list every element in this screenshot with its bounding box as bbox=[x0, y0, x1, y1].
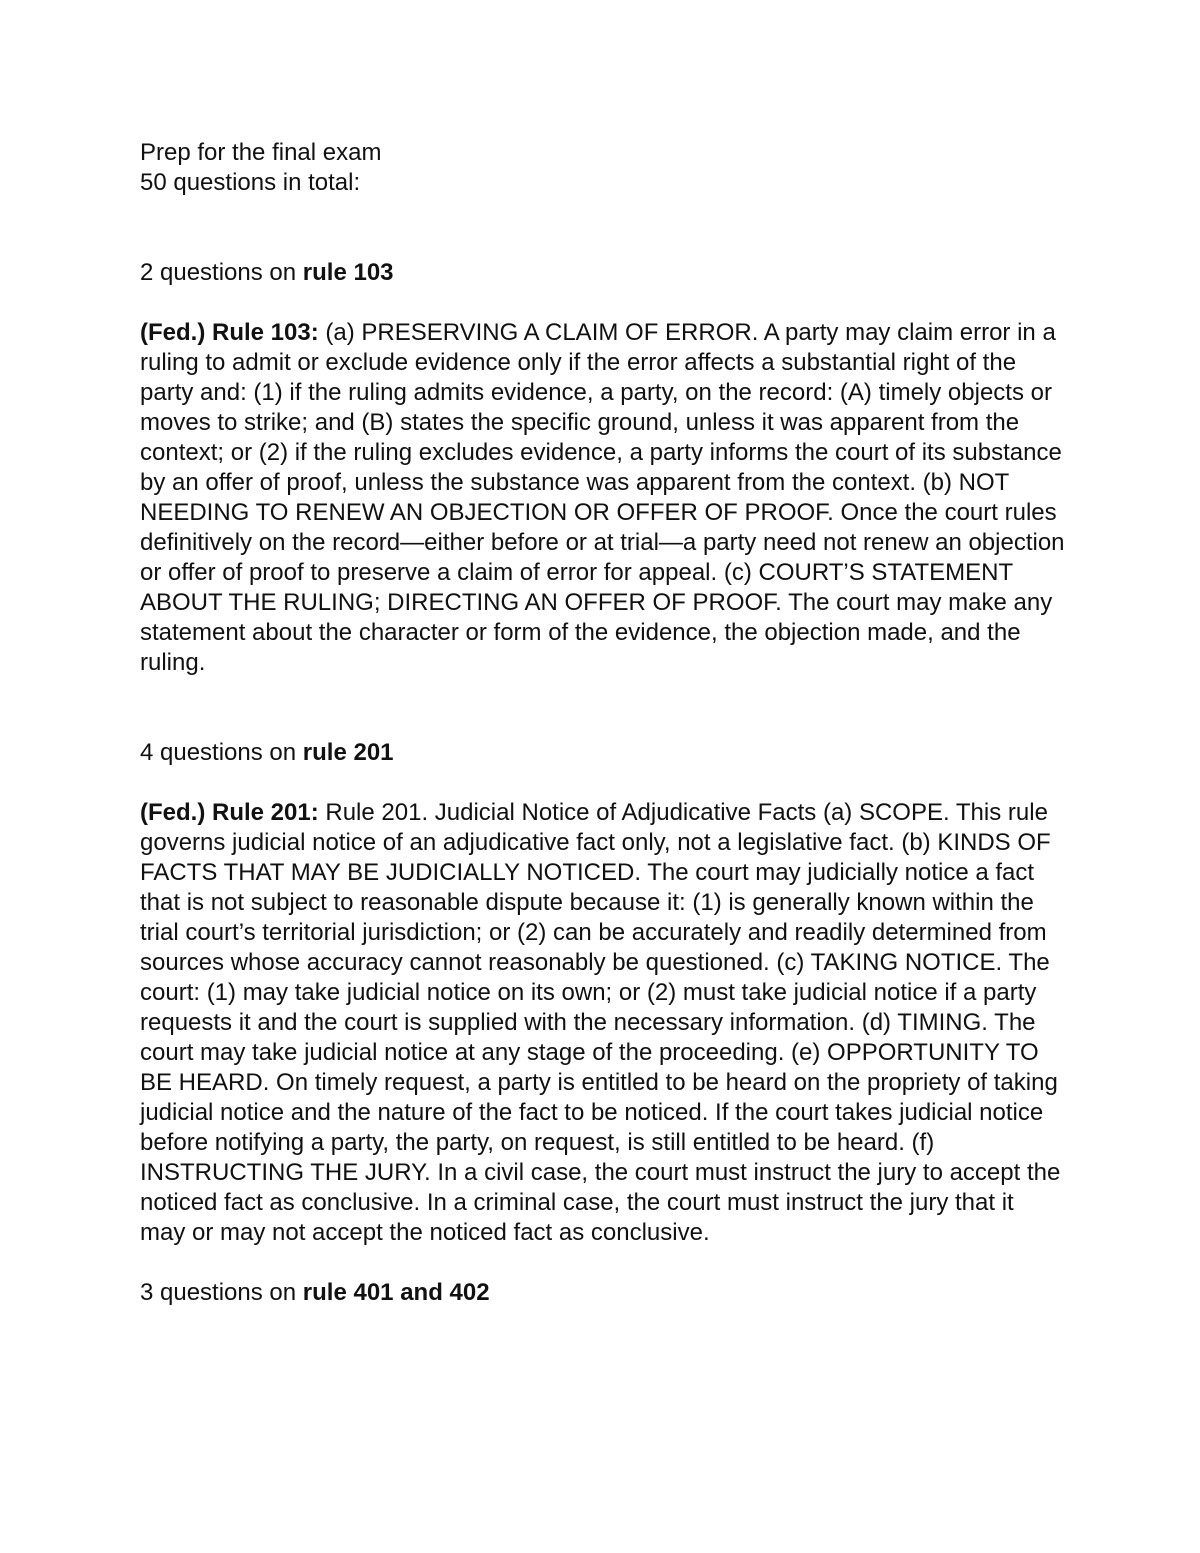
spacer bbox=[140, 288, 1065, 318]
rule-201-text bbox=[140, 798, 1065, 1248]
section-heading-rule-401-402 bbox=[140, 1278, 1065, 1308]
section-count-text: 2 questions on bbox=[140, 259, 303, 286]
document-title: Prep for the final exam bbox=[140, 139, 382, 166]
rule-103-body: (a) PRESERVING A CLAIM OF ERROR. A party may claim error in a ruling to admit or exclude evidence only if the error affects a substantial right of the party and: (1) if the ruling admits evidence, a party, on the record: (A) timely objects or moves to strike; and (B) states the specific ground, unless it was apparent from the context; or (2) if the ruling excludes evidence, a party informs the court of its substance by an offer of proof, unless the substance was apparent from the context. (b) NOT NEEDING TO RENEW AN OBJECTION OR OFFER OF PROOF. Once the court rules definitively on the record—either before or at trial—a party need not renew an objection or offer of proof to preserve a claim of error for appeal. (c) COURT’S STATEMENT ABOUT THE RULING; DIRECTING AN OFFER OF PROOF. The court may make any statement about the character or form of the evidence, the objection made, and the ruling. bbox=[140, 319, 1065, 676]
section-heading-rule-201 bbox=[140, 738, 1065, 768]
rule-201-body: Rule 201. Judicial Notice of Adjudicative Facts (a) SCOPE. This rule governs judicial notice of an adjudicative fact only, not a legislative fact. (b) KINDS OF FACTS THAT MAY BE JUDICIALLY NOTICED. The court may judicially notice a fact that is not subject to reasonable dispute because it: (1) is generally known within the trial court’s territorial jurisdiction; or (2) can be accurately and readily determined from sources whose accuracy cannot reasonably be questioned. (c) TAKING NOTICE. The court: (1) may take judicial notice on its own; or (2) must take judicial notice if a party requests it and the court is supplied with the necessary information. (d) TIMING. The court may take judicial notice at any stage of the proceeding. (e) OPPORTUNITY TO BE HEARD. On timely request, a party is entitled to be heard on the propriety of taking judicial notice and the nature of the fact to be noticed. If the court takes judicial notice before notifying a party, the party, on request, is still entitled to be heard. (f) INSTRUCTING THE JURY. In a civil case, the court must instruct the jury to accept the noticed fact as conclusive. In a criminal case, the court must instruct the jury that it may or may not accept the noticed fact as conclusive. bbox=[140, 799, 1061, 1246]
rule-103-text bbox=[140, 318, 1065, 678]
spacer bbox=[140, 198, 1065, 258]
rule-201-label: (Fed.) Rule 201: bbox=[140, 799, 319, 826]
section-rule-name: rule 401 and 402 bbox=[302, 1279, 490, 1306]
section-count-text: 4 questions on bbox=[140, 739, 303, 766]
document-page bbox=[140, 138, 1065, 1308]
section-rule-name: rule 103 bbox=[302, 259, 394, 286]
section-rule-name: rule 201 bbox=[302, 739, 394, 766]
section-heading-rule-103 bbox=[140, 258, 1065, 288]
rule-103-label: (Fed.) Rule 103: bbox=[140, 319, 319, 346]
question-total: 50 questions in total: bbox=[140, 169, 361, 196]
section-count-text: 3 questions on bbox=[140, 1279, 303, 1306]
spacer bbox=[140, 768, 1065, 798]
spacer bbox=[140, 1248, 1065, 1278]
spacer bbox=[140, 678, 1065, 738]
